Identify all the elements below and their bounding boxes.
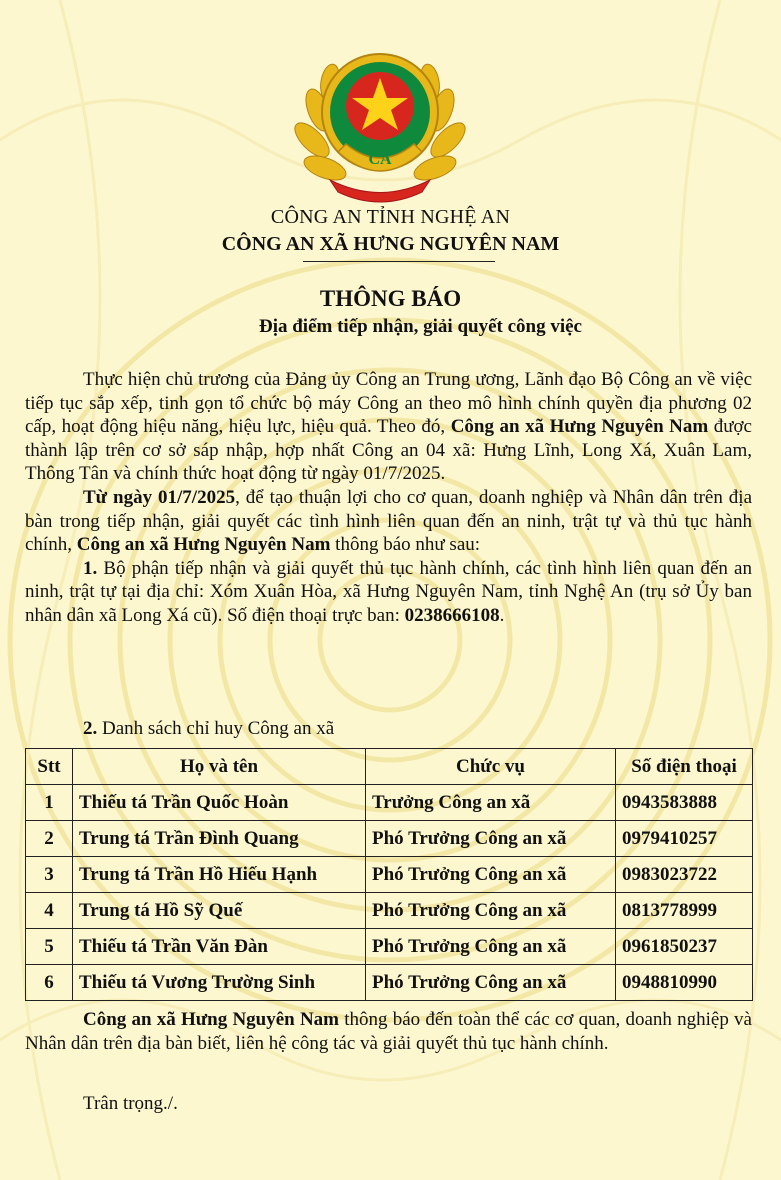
- emblem-letters: CA: [368, 151, 392, 168]
- cell-position: Phó Trưởng Công an xã: [366, 965, 616, 1001]
- col-header-position: Chức vụ: [366, 749, 616, 785]
- cell-stt: 6: [26, 965, 73, 1001]
- document-title: THÔNG BÁO: [319, 286, 462, 311]
- item-1-number: 1.: [83, 557, 98, 579]
- cell-stt: 4: [26, 893, 73, 929]
- cell-stt: 1: [26, 785, 73, 821]
- cell-phone: 0979410257: [616, 821, 753, 857]
- paragraph-intro-text-2: được thành lập trên cơ sở sáp nhập, hợp nhất Công an 04 xã: Hưng Lĩnh, Long Xá, Xuân Lam, Thông Tân và chính thức hoạt động từ ngày 01/7/2025.: [25, 416, 752, 485]
- notice-body: [25, 368, 752, 628]
- cell-phone: 0983023722: [616, 857, 753, 893]
- cell-name: Thiếu tá Vương Trường Sinh: [73, 965, 366, 1001]
- cell-phone: 0948810990: [616, 965, 753, 1001]
- paragraph-effective-text: , để tạo thuận lợi cho cơ quan, doanh nghiệp và Nhân dân trên địa bàn trong tiếp nhận, giải quyết các tình hình liên quan đến an ninh, trật tự và thủ tục hành chính,: [25, 486, 752, 556]
- effective-date-bold: Từ ngày 01/7/2025: [83, 486, 236, 508]
- issuing-organization: CÔNG AN XÃ HƯNG NGUYÊN NAM: [221, 233, 560, 255]
- paragraph-effective-date: [25, 486, 752, 557]
- signoff: Trân trọng./.: [83, 1093, 178, 1114]
- item-1-text: Bộ phận tiếp nhận và giải quyết thủ tục hành chính, các tình hình liên quan đến an ninh, trật tự tại địa chỉ: Xóm Xuân Hòa, xã Hưng Nguyên Nam, tỉnh Nghệ An (trụ sở Ủy ban nhân dân xã Long Xá cũ). Số điện thoại trực ban:: [25, 557, 752, 626]
- item-1-end: .: [499, 604, 505, 626]
- item-2-number: 2.: [83, 718, 98, 739]
- item-1: [25, 557, 752, 628]
- cell-position: Phó Trưởng Công an xã: [366, 893, 616, 929]
- table-row: [26, 965, 753, 1001]
- closing-paragraph: [25, 1008, 752, 1055]
- item-2: [83, 718, 334, 740]
- paragraph-effective-text-2: thông báo như sau:: [330, 534, 481, 556]
- table-row: [26, 785, 753, 821]
- police-emblem-icon: [290, 40, 470, 210]
- cell-name: Thiếu tá Trần Văn Đàn: [73, 929, 366, 965]
- cell-name: Trung tá Trần Đình Quang: [73, 821, 366, 857]
- col-header-phone: Số điện thoại: [616, 749, 753, 785]
- cell-name: Trung tá Hồ Sỹ Quế: [73, 893, 366, 929]
- closing-text-line: [25, 1008, 752, 1055]
- cell-name: Trung tá Trần Hồ Hiếu Hạnh: [73, 857, 366, 893]
- col-header-stt: Stt: [26, 749, 73, 785]
- table-row: [26, 929, 753, 965]
- cell-stt: 2: [26, 821, 73, 857]
- cell-phone: 0943583888: [616, 785, 753, 821]
- header-underline: [303, 261, 495, 262]
- unit-name-bold-2: Công an xã Hưng Nguyên Nam: [76, 534, 331, 556]
- cell-name: Thiếu tá Trần Quốc Hoàn: [73, 785, 366, 821]
- unit-name-bold: Công an xã Hưng Nguyên Nam: [450, 416, 709, 438]
- cell-phone: 0813778999: [616, 893, 753, 929]
- cell-phone: 0961850237: [616, 929, 753, 965]
- commander-table: [25, 748, 753, 1001]
- col-header-name: Họ và tên: [73, 749, 366, 785]
- paragraph-intro-text: Thực hiện chủ trương của Đảng ủy Công an Trung ương, Lãnh đạo Bộ Công an về việc tiếp tục sắp xếp, tinh gọn tổ chức bộ máy Công an theo mô hình chính quyền địa phương 02 cấp, hoạt động hiệu năng, hiệu lực, hiệu quả. Theo đó,: [25, 369, 752, 438]
- unit-name-bold-3: Công an xã Hưng Nguyên Nam: [83, 1009, 340, 1030]
- closing-text: thông báo đến toàn thể các cơ quan, doanh nghiệp và Nhân dân trên địa bàn biết, liên hệ công tác và giải quyết thủ tục hành chính.: [25, 1009, 752, 1054]
- parent-organization: CÔNG AN TỈNH NGHỆ AN: [270, 206, 511, 228]
- duty-phone-number: 0238666108: [404, 604, 500, 626]
- table-row: [26, 821, 753, 857]
- item-2-text: Danh sách chỉ huy Công an xã: [97, 718, 335, 739]
- cell-stt: 3: [26, 857, 73, 893]
- cell-position: Phó Trưởng Công an xã: [366, 929, 616, 965]
- table-row: [26, 857, 753, 893]
- table-header-row: [26, 749, 753, 785]
- table-row: [26, 893, 753, 929]
- cell-stt: 5: [26, 929, 73, 965]
- cell-position: Phó Trưởng Công an xã: [366, 821, 616, 857]
- paragraph-intro: [25, 368, 752, 486]
- cell-position: Phó Trưởng Công an xã: [366, 857, 616, 893]
- document-subtitle: Địa điểm tiếp nhận, giải quyết công việc: [258, 316, 582, 337]
- cell-position: Trưởng Công an xã: [366, 785, 616, 821]
